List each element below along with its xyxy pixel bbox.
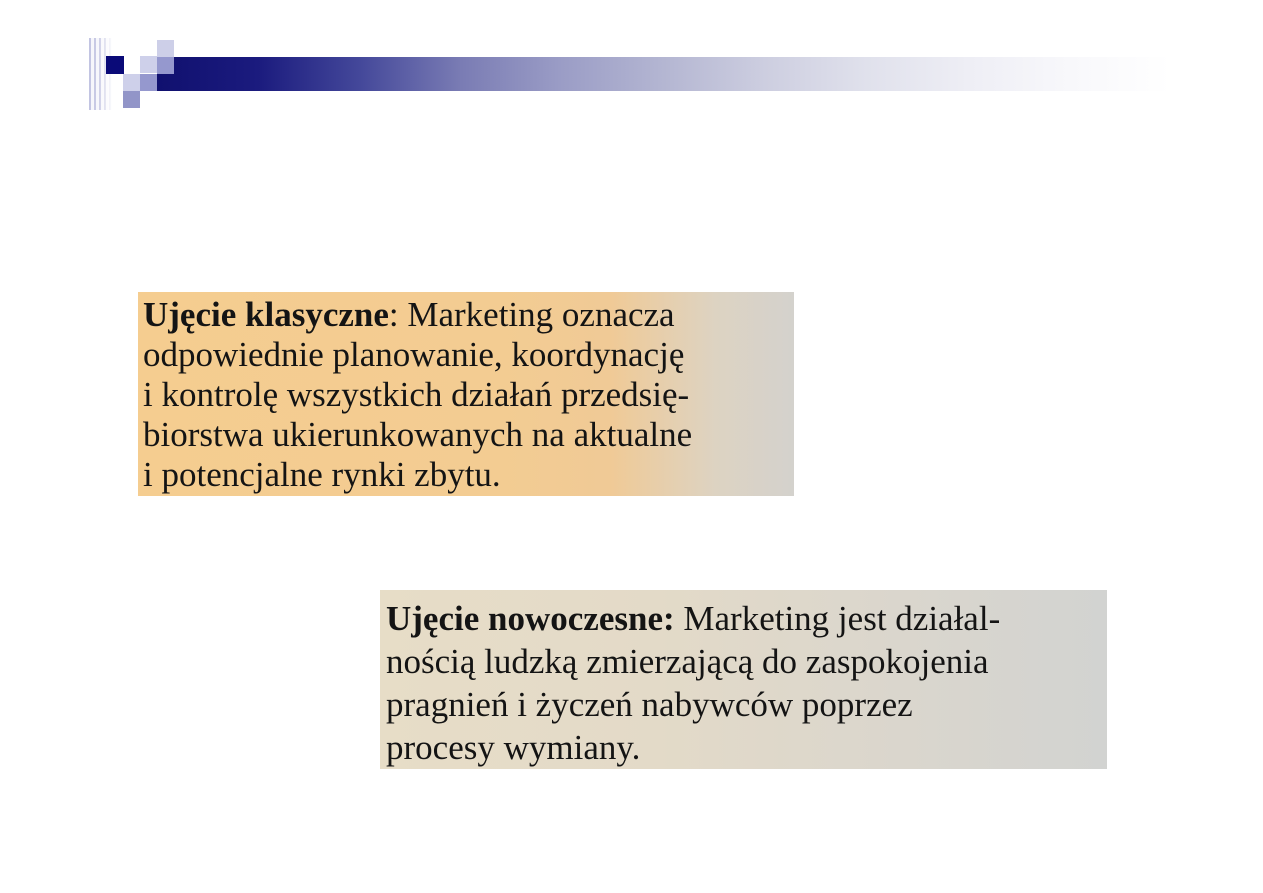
- text-line: i potencjalne rynki zbytu.: [143, 455, 501, 494]
- gradient-bar-decoration: [157, 57, 1171, 91]
- text-line: odpowiednie planowanie, koordynację: [143, 335, 685, 374]
- definition-box-modern: [380, 590, 1107, 769]
- text-line: biorstwa ukierunkowanych na aktualne: [143, 415, 693, 454]
- text-line: nością ludzką zmierzającą do zaspokojenia: [386, 642, 989, 681]
- pixel-square-light-top: [157, 40, 174, 57]
- text-line: pragnień i życzeń nabywców poprzez: [386, 685, 913, 724]
- text-line: [386, 597, 1107, 640]
- pixel-square-medium-mid: [140, 74, 157, 91]
- definition-lead-classic: Ujęcie klasyczne: [143, 295, 389, 334]
- text-line: i kontrolę wszystkich działań przedsię-: [143, 375, 690, 414]
- definition-lead-rest: : Marketing oznacza: [388, 295, 675, 334]
- pixel-square-light-mid: [140, 56, 157, 73]
- pixel-square-navy: [106, 56, 124, 74]
- pixel-square-medium-right: [157, 57, 174, 74]
- text-line: procesy wymiany.: [386, 728, 641, 767]
- pixel-square-medium-bottom: [123, 91, 140, 108]
- vertical-strip-decoration: [89, 38, 112, 110]
- text-line: [143, 295, 794, 335]
- pixel-square-light-lower: [123, 74, 140, 91]
- definition-box-classic: [138, 292, 794, 496]
- definition-lead-modern: Ujęcie nowoczesne:: [386, 599, 675, 638]
- definition-lead-rest: Marketing jest działal-: [674, 599, 1001, 638]
